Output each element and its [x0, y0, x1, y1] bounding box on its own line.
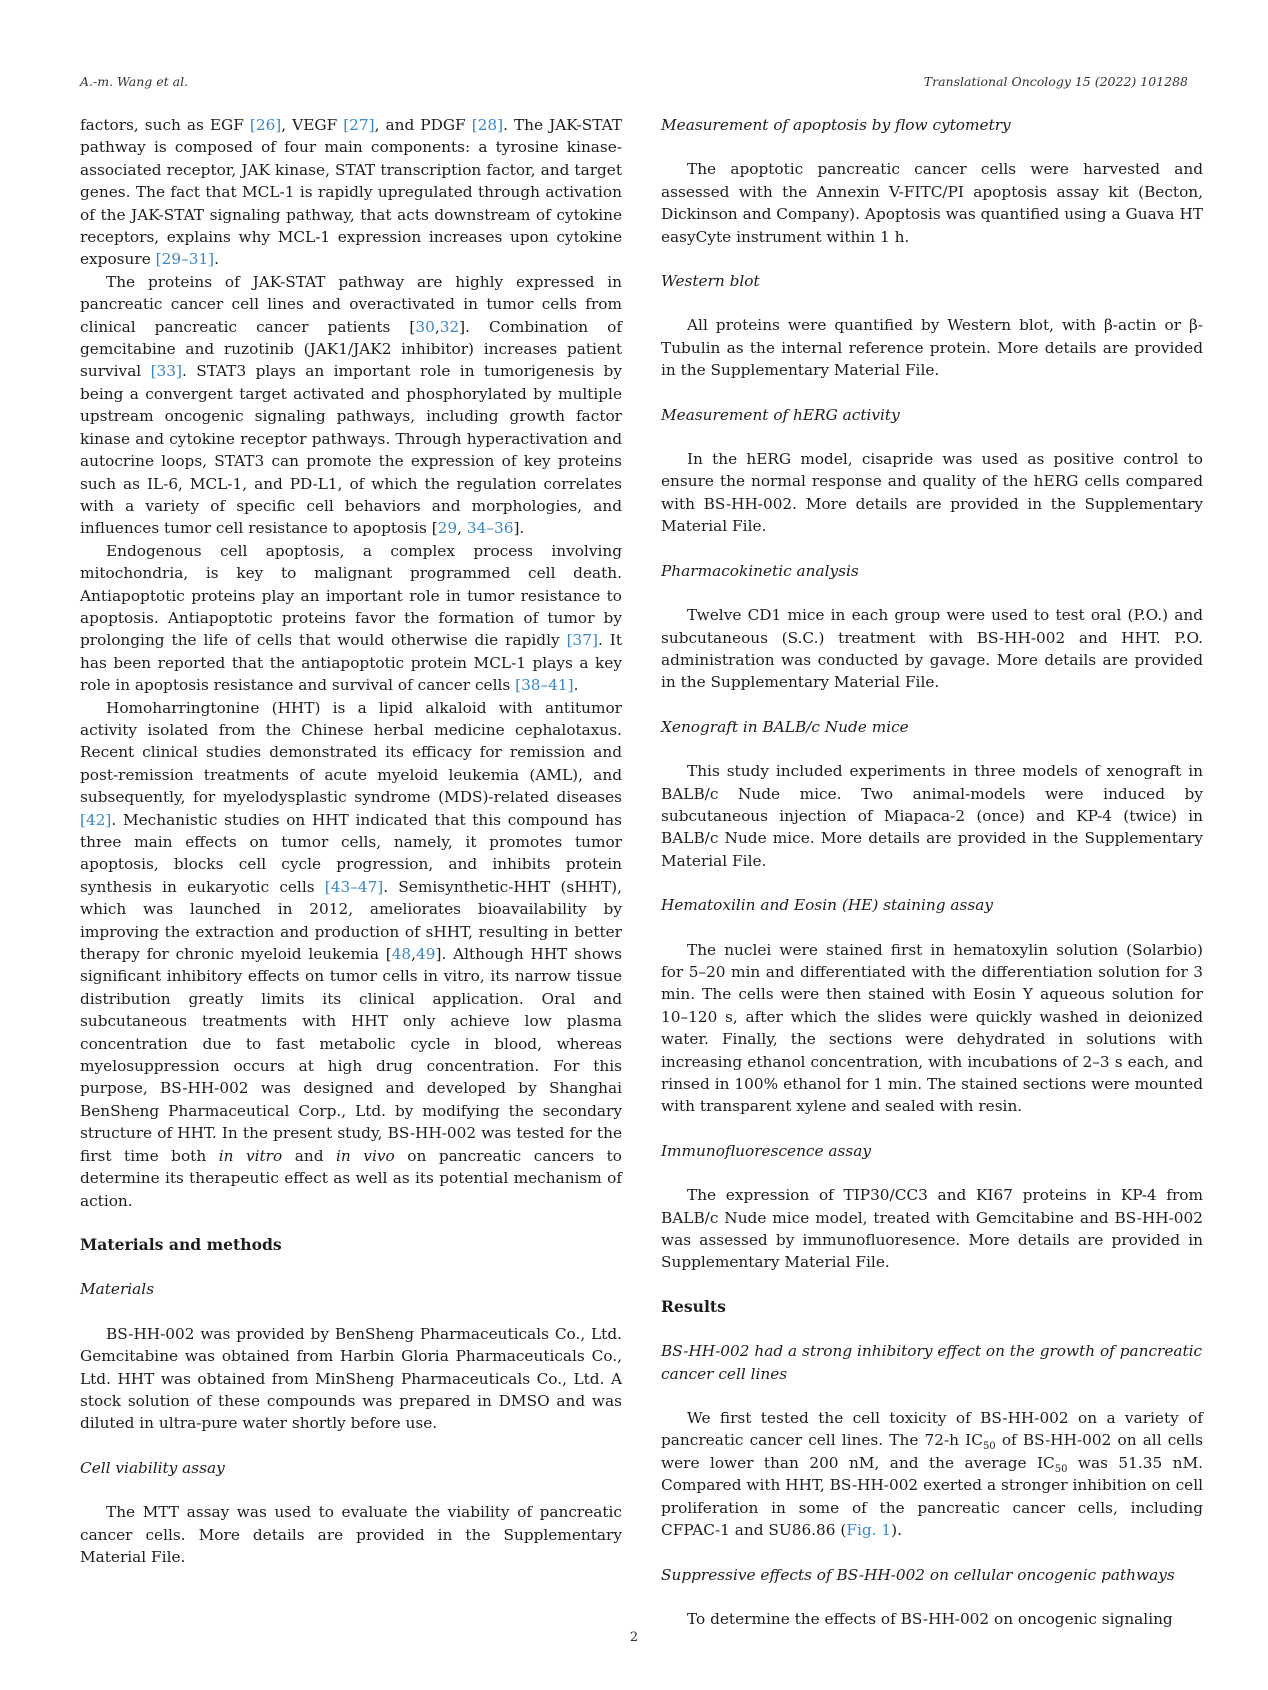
- paragraph-apoptosis-method: The apoptotic pancreatic cancer cells were harvested and assessed with the Annexin V-FITC/PI apoptosis assay kit (Becton, Dickinson and Company). Apoptosis was quantified using a Guava HT easyCyte instrument within 1 h.: [661, 160, 1203, 246]
- subsection-heading-western: Western blot: [661, 272, 760, 291]
- paragraph-he: The nuclei were stained first in hematoxylin solution (Solarbio) for 5–20 min and differentiated with the differentiation solution for 3 min. The cells were then stained with Eosin Y aqueous solution for 10–120 s, after which the slides were quickly washed in deionized water. Finally, the sections were dehydrated in solutions with increasing ethanol concentration, with incubations of 2–3 s each, and rinsed in 100% ethanol for 1 min. The stained sections were mounted with transparent xylene and sealed with resin.: [661, 940, 1203, 1116]
- text: and: [282, 1146, 337, 1165]
- citation-link[interactable]: [42]: [80, 810, 112, 829]
- text: ,: [411, 945, 417, 964]
- text: Homoharringtonine (HHT) is a lipid alkaloid with antitumor activity isolated from the Chinese herbal medicine cephalotaxus. Recent clinical studies demonstrated its efficacy for remission and post-remission treatments of acute myeloid leukemia (AML), and subsequently, for myelodysplastic syndrome (MDS)-related diseases: [80, 698, 622, 807]
- paragraph-herg: In the hERG model, cisapride was used as positive control to ensure the normal response and quality of the hERG cells compared with BS-HH-002. More details are provided in the Supplementary Material File.: [661, 450, 1203, 536]
- subsection-heading-apoptosis: Measurement of apoptosis by flow cytometry: [661, 116, 1011, 134]
- page-number: 2: [629, 1630, 639, 1645]
- citation-link[interactable]: [27]: [343, 116, 375, 134]
- text: ,: [457, 519, 467, 538]
- citation-link[interactable]: [38–41]: [515, 676, 574, 695]
- text: on pancreatic cancers to determine its therapeutic effect as well as its potential mechanism of action.: [80, 1146, 622, 1210]
- text: , and PDGF: [374, 116, 472, 134]
- subsection-heading-herg: Measurement of hERG activity: [661, 405, 900, 424]
- citation-link[interactable]: 49: [416, 945, 436, 964]
- text: ]. Although HHT shows significant inhibitory effects on tumor cells in vitro, its narrow tissue distribution greatly limits its clinical application. Oral and subcutaneous treatments with HHT only achieve low plasma concentration due to fast metabolic cycle in blood, whereas myelosuppression occurs at high drug concentration. For this purpose, BS-HH-002 was designed and developed by Shanghai BenSheng Pharmaceutical Corp., Ltd. by modifying the secondary structure of HHT. In the present study, BS-HH-002 was tested for the first time both: [80, 945, 622, 1165]
- text: .: [573, 676, 579, 695]
- text: , VEGF: [281, 116, 344, 134]
- text: We first tested the cell toxicity of BS-HH-002 on a variety of pancreatic cancer cell lines. The 72-h IC: [661, 1409, 1203, 1450]
- citation-link[interactable]: [28]: [471, 116, 504, 134]
- right-column: [661, 114, 1203, 1630]
- subscript: 50: [982, 1441, 996, 1453]
- text: ).: [891, 1521, 902, 1540]
- text: was 51.35 nM. Compared with HHT, BS-HH-002 exerted a stronger inhibition on cell proliferation in some of the pancreatic cancer cells, including CFPAC-1 and SU86.86 (: [661, 1453, 1203, 1540]
- citation-link[interactable]: 32: [439, 317, 460, 336]
- citation-link[interactable]: 29: [437, 519, 458, 538]
- text: . It has been reported that the antiapoptotic protein MCL-1 plays a key role in apoptosis resistance and survival of cancer cells: [80, 631, 622, 695]
- text: The proteins of JAK-STAT pathway are highly expressed in pancreatic cancer cell lines and overactivated in tumor cells from clinical pancreatic cancer patients [: [80, 272, 622, 336]
- paragraph-xenograft: This study included experiments in three models of xenograft in BALB/c Nude mice. Two animal-models were induced by subcutaneous injection of Miapaca-2 (once) and KP-4 (twice) in BALB/c Nude mice. More details are provided in the Supplementary Material File.: [661, 762, 1203, 870]
- paragraph-if: The expression of TIP30/CC3 and KI67 proteins in KP-4 from BALB/c Nude mice model, treated with Gemcitabine and BS-HH-002 was assessed by immunofluoresence. More details are provided in Supplementary Material File.: [661, 1186, 1203, 1272]
- subscript: 50: [1054, 1463, 1068, 1475]
- left-column: [80, 114, 622, 1568]
- citation-link[interactable]: 48: [391, 945, 412, 964]
- paragraph-oncogenic: To determine the effects of BS-HH-002 on oncogenic signaling: [687, 1609, 1173, 1628]
- subsection-heading-xenograft: Xenograft in BALB/c Nude mice: [661, 717, 909, 736]
- subsection-heading-pk: Pharmacokinetic analysis: [661, 561, 859, 580]
- figure-link[interactable]: Fig. 1: [846, 1521, 892, 1540]
- subsection-heading-if: Immunofluorescence assay: [661, 1141, 871, 1160]
- citation-link[interactable]: [33]: [150, 362, 182, 381]
- section-heading-results: Results: [661, 1296, 726, 1316]
- citation-link[interactable]: [26]: [249, 116, 282, 134]
- citation-link[interactable]: 34–36: [466, 519, 514, 538]
- paragraph-viability: The MTT assay was used to evaluate the viability of pancreatic cancer cells. More details are provided in the Supplementary Material File.: [80, 1503, 622, 1566]
- text: . Mechanistic studies on HHT indicated that this compound has three main effects on tumor cells, namely, it promotes tumor apoptosis, blocks cell cycle progression, and inhibits protein synthesis in eukaryotic cells: [80, 810, 622, 896]
- section-heading-methods: Materials and methods: [80, 1234, 282, 1254]
- subsection-heading-growth: BS-HH-002 had a strong inhibitory effect on the growth of pancreatic cancer cell lines: [661, 1342, 1203, 1383]
- running-head-authors: A.-m. Wang et al.: [80, 74, 189, 89]
- text: Endogenous cell apoptosis, a complex process involving mitochondria, is key to malignant programmed cell death. Antiapoptotic proteins play an important role in tumor resistance to apoptosis. Antiapoptotic proteins favor the formation of tumor by prolonging the life of cells that would otherwise die rapidly: [80, 541, 622, 650]
- text: factors, such as EGF: [80, 116, 250, 134]
- paragraph-intro-continued: [80, 114, 622, 271]
- text: ,: [434, 317, 440, 336]
- citation-link[interactable]: [29–31]: [155, 250, 215, 269]
- italic-text: in vivo: [336, 1146, 395, 1165]
- paragraph-materials: BS-HH-002 was provided by BenSheng Pharmaceuticals Co., Ltd. Gemcitabine was obtained from Harbin Gloria Pharmaceuticals Co., Ltd. HHT was obtained from MinSheng Pharmaceuticals Co., Ltd. A stock solution of these compounds was prepared in DMSO and was diluted in ultra-pure water shortly before use.: [80, 1324, 622, 1433]
- italic-text: in vitro: [218, 1146, 283, 1165]
- text: ]. Combination of gemcitabine and ruzotinib (JAK1/JAK2 inhibitor) increases patient survival: [80, 317, 623, 381]
- text: . The JAK-STAT pathway is composed of four main components: a tyrosine kinase-associated receptor, JAK kinase, STAT transcription factor, and target genes. The fact that MCL-1 is rapidly upregulated through activation of the JAK-STAT signaling pathway, that acts downstream of cytokine receptors, explains why MCL-1 expression increases upon cytokine exposure: [80, 116, 623, 269]
- citation-link[interactable]: 30: [415, 317, 435, 336]
- text: of BS-HH-002 on all cells were lower than 200 nM, and the average IC: [661, 1431, 1203, 1472]
- running-head-journal: Translational Oncology 15 (2022) 101288: [923, 74, 1188, 89]
- text: .: [214, 250, 220, 269]
- paragraph-apoptosis: [80, 540, 622, 697]
- subsection-heading-viability: Cell viability assay: [80, 1458, 225, 1477]
- citation-link[interactable]: [37]: [566, 631, 598, 650]
- subsection-heading-oncogenic: Suppressive effects of BS-HH-002 on cellular oncogenic pathways: [661, 1565, 1175, 1584]
- subsection-heading-materials: Materials: [80, 1280, 155, 1299]
- citation-link[interactable]: [43–47]: [324, 877, 384, 896]
- paragraph-growth: [661, 1407, 1203, 1541]
- subsection-heading-he: Hematoxilin and Eosin (HE) staining assay: [661, 896, 993, 915]
- text: . Semisynthetic-HHT (sHHT), which was launched in 2012, ameliorates bioavailability by improving the extraction and production of sHHT, resulting in better therapy for chronic myeloid leukemia [: [80, 877, 622, 964]
- paragraph-jak-stat: [80, 271, 622, 540]
- paragraph-western: All proteins were quantified by Western blot, with β-actin or β-Tubulin as the internal reference protein. More details are provided in the Supplementary Material File.: [661, 316, 1203, 380]
- paragraph-pk: Twelve CD1 mice in each group were used to test oral (P.O.) and subcutaneous (S.C.) treatment with BS-HH-002 and HHT. P.O. administration was conducted by gavage. More details are provided in the Supplementary Material File.: [661, 606, 1203, 692]
- text: . STAT3 plays an important role in tumorigenesis by being a convergent target activated and phosphorylated by multiple upstream oncogenic signaling pathways, including growth factor kinase and cytokine receptor pathways. Through hyperactivation and autocrine loops, STAT3 can promote the expression of key proteins such as IL-6, MCL-1, and PD-L1, of which the regulation correlates with a variety of specific cell behaviors and morphologies, and influences tumor cell resistance to apoptosis [: [80, 362, 622, 538]
- text: ].: [513, 519, 525, 538]
- paragraph-hht: [80, 697, 622, 1212]
